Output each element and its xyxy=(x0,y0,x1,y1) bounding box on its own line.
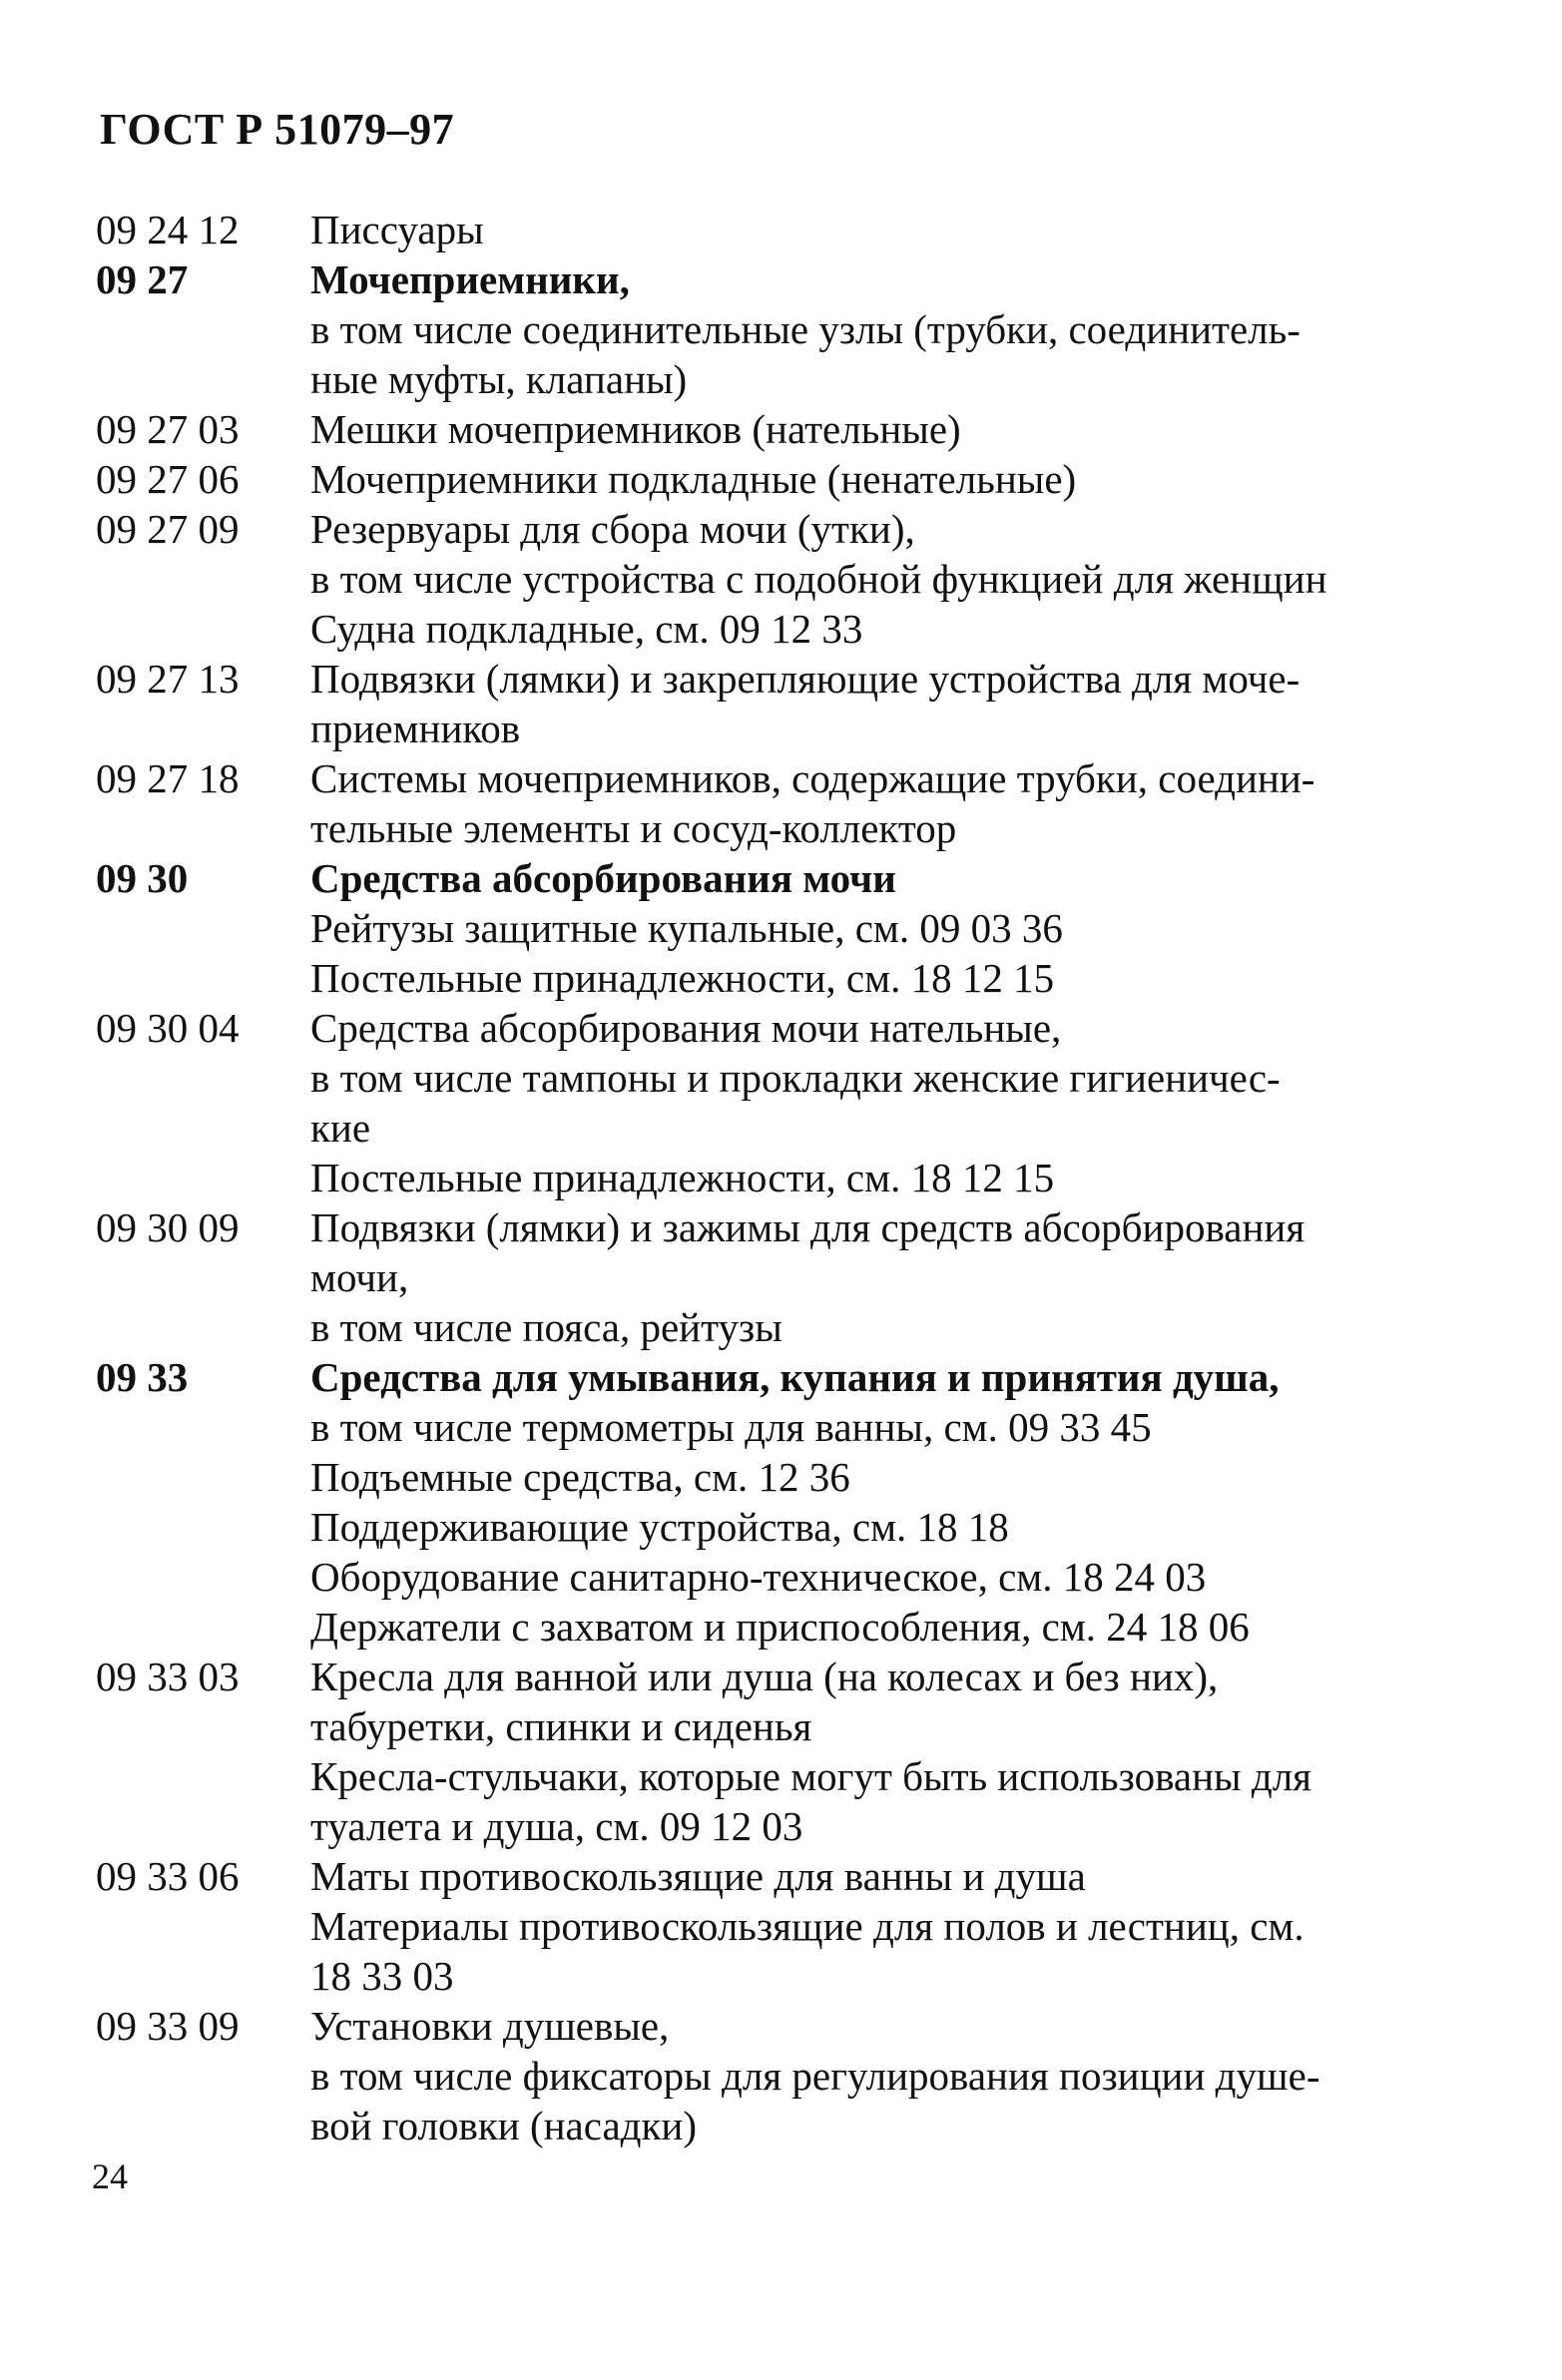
entry-text-line: тельные элементы и сосуд-коллектор xyxy=(310,805,957,851)
entry-text-line: Держатели с захватом и приспособления, см. 24 18 06 xyxy=(310,1604,1250,1650)
entry-text-line: Оборудование санитарно-техническое, см. 18 24 03 xyxy=(310,1554,1207,1600)
entry-description xyxy=(310,853,1513,1003)
entry-code: 09 33 03 xyxy=(96,1654,240,1699)
entry-code: 09 27 09 xyxy=(96,506,240,552)
entry-text-line: Средства абсорбирования мочи нательные, xyxy=(310,1005,1062,1051)
list-item xyxy=(96,1652,1513,1851)
entry-description xyxy=(310,1652,1513,1851)
list-item xyxy=(96,2001,1513,2150)
entry-text-line: 18 33 03 xyxy=(310,1953,454,1999)
entry-code: 09 33 06 xyxy=(96,1853,240,1899)
page-header: ГОСТ Р 51079–97 xyxy=(100,105,455,154)
entry-text-line: вой головки (насадки) xyxy=(310,2103,698,2148)
entry-text-line: Материалы противоскользящие для полов и лестниц, см. xyxy=(310,1903,1304,1949)
entry-text-line: в том числе устройства с подобной функцией для женщин xyxy=(310,556,1327,602)
entry-text-line: Подвязки (лямки) и зажимы для средств абсорбирования xyxy=(310,1204,1305,1250)
entry-text-line: Кресла-стульчаки, которые могут быть использованы для xyxy=(310,1753,1312,1799)
entry-code: 09 24 12 xyxy=(96,207,240,252)
entry-text-line: Судна подкладные, см. 09 12 33 xyxy=(310,606,863,652)
entry-text-line: туалета и душа, см. 09 12 03 xyxy=(310,1803,803,1849)
entry-description xyxy=(310,1352,1513,1652)
entry-text-line: Средства абсорбирования мочи xyxy=(310,855,896,901)
entry-code: 09 27 03 xyxy=(96,406,240,452)
entry-text-line: Подъемные средства, см. 12 36 xyxy=(310,1454,850,1500)
entry-description xyxy=(310,1003,1513,1202)
entry-code: 09 27 06 xyxy=(96,456,240,502)
list-item xyxy=(96,404,1513,454)
entry-text-line: Маты противоскользящие для ванны и душа xyxy=(310,1853,1086,1899)
page-number: 24 xyxy=(92,2156,128,2196)
list-item xyxy=(96,1003,1513,1202)
entry-code: 09 33 xyxy=(96,1354,189,1400)
entry-text-line: Писсуары xyxy=(310,207,484,252)
entry-text-line: Мочеприемники подкладные (ненательные) xyxy=(310,456,1077,502)
entry-code: 09 30 xyxy=(96,855,189,901)
list-item xyxy=(96,1851,1513,2001)
classification-list xyxy=(96,205,1513,2150)
list-item xyxy=(96,454,1513,504)
entry-text-line: в том числе пояса, рейтузы xyxy=(310,1304,782,1350)
list-item xyxy=(96,753,1513,853)
entry-text-line: Постельные принадлежности, см. 18 12 15 xyxy=(310,955,1055,1001)
entry-text-line: мочи, xyxy=(310,1254,409,1300)
entry-description xyxy=(310,205,1513,254)
list-item xyxy=(96,504,1513,654)
entry-text-line: в том числе соединительные узлы (трубки, соединитель- xyxy=(310,306,1301,352)
entry-text-line: в том числе фиксаторы для регулирования позиции душе- xyxy=(310,2053,1320,2099)
entry-text-line: ные муфты, клапаны) xyxy=(310,356,688,402)
entry-text-line: Резервуары для сбора мочи (утки), xyxy=(310,506,915,552)
entry-code: 09 33 09 xyxy=(96,2003,240,2049)
entry-description xyxy=(310,1851,1513,2001)
section-heading-entry xyxy=(96,1352,1513,1652)
entry-description xyxy=(310,454,1513,504)
entry-description xyxy=(310,654,1513,753)
entry-code: 09 27 13 xyxy=(96,656,240,702)
entry-code: 09 27 18 xyxy=(96,755,240,801)
entry-text-line: приемников xyxy=(310,706,521,751)
list-item xyxy=(96,654,1513,753)
entry-text-line: кие xyxy=(310,1105,371,1151)
entry-description xyxy=(310,1202,1513,1352)
entry-text-line: в том числе термометры для ванны, см. 09 33 45 xyxy=(310,1404,1152,1450)
entry-text-line: Постельные принадлежности, см. 18 12 15 xyxy=(310,1155,1055,1200)
entry-code: 09 30 04 xyxy=(96,1005,240,1051)
entry-text-line: Подвязки (лямки) и закрепляющие устройства для моче- xyxy=(310,656,1301,702)
section-heading-entry xyxy=(96,254,1513,404)
entry-description xyxy=(310,2001,1513,2150)
entry-text-line: Поддерживающие устройства, см. 18 18 xyxy=(310,1504,1009,1550)
entry-description xyxy=(310,254,1513,404)
entry-text-line: в том числе тампоны и прокладки женские гигиеничес- xyxy=(310,1055,1281,1101)
entry-text-line: табуретки, спинки и сиденья xyxy=(310,1703,812,1749)
entry-text-line: Мешки мочеприемников (нательные) xyxy=(310,406,961,452)
entry-text-line: Кресла для ванной или душа (на колесах и без них), xyxy=(310,1654,1219,1699)
section-heading-entry xyxy=(96,853,1513,1003)
entry-description xyxy=(310,404,1513,454)
entry-code: 09 30 09 xyxy=(96,1204,240,1250)
entry-text-line: Средства для умывания, купания и принятия душа, xyxy=(310,1354,1280,1400)
entry-text-line: Установки душевые, xyxy=(310,2003,670,2049)
entry-description xyxy=(310,753,1513,853)
entry-text-line: Системы мочеприемников, содержащие трубки, соедини- xyxy=(310,755,1315,801)
list-item xyxy=(96,205,1513,254)
entry-text-line: Мочеприемники, xyxy=(310,256,630,302)
entry-description xyxy=(310,504,1513,654)
entry-code: 09 27 xyxy=(96,256,189,302)
entry-text-line: Рейтузы защитные купальные, см. 09 03 36 xyxy=(310,905,1063,951)
list-item xyxy=(96,1202,1513,1352)
